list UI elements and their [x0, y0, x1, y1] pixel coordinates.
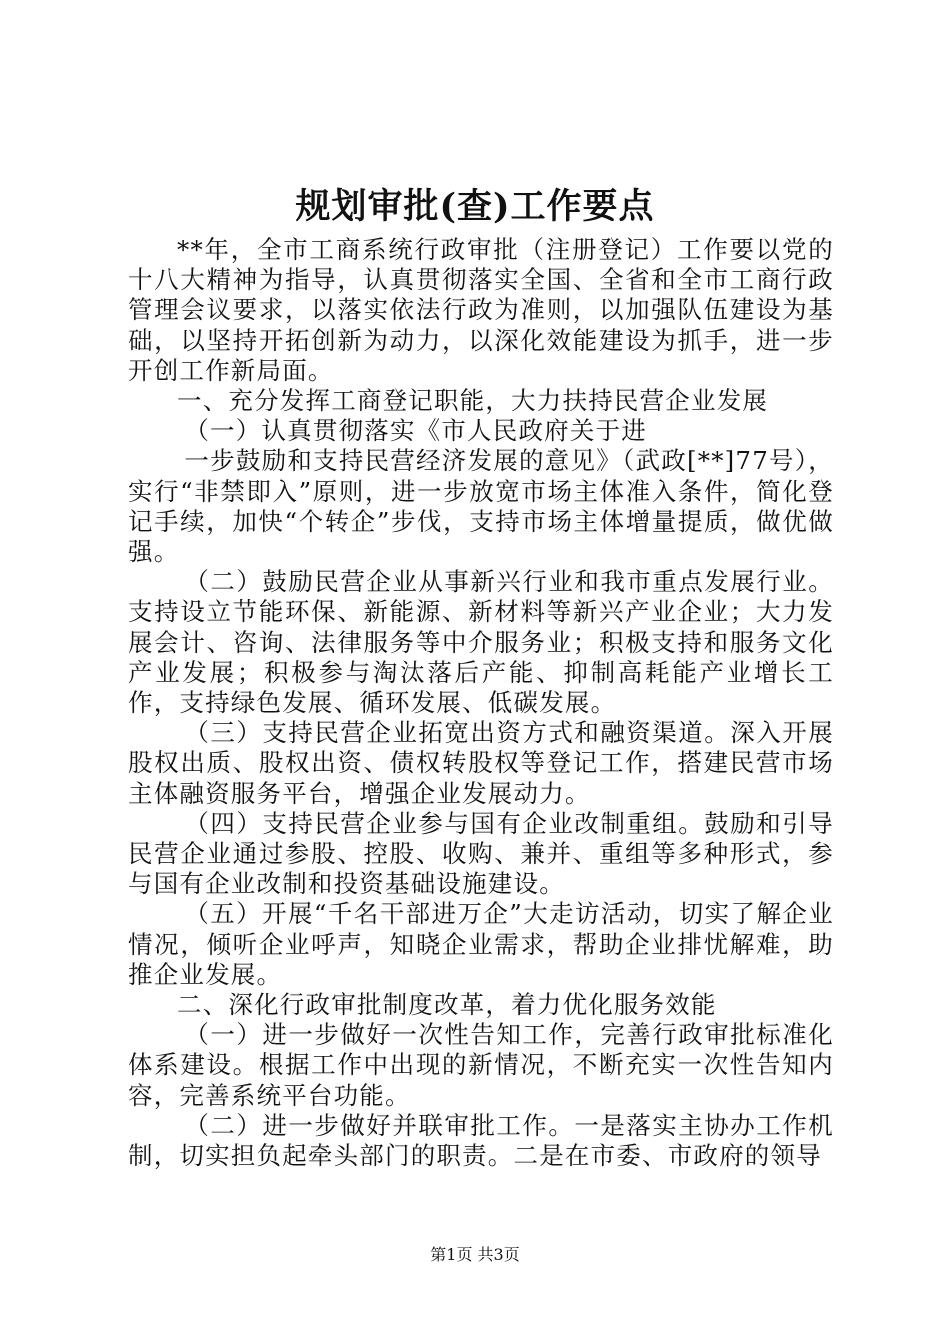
paragraph-1-1-start: （一）认真贯彻落实《市人民政府关于进 [184, 416, 647, 446]
paragraph-1-5: （五）开展“千名干部进万企”大走访活动，切实了解企业情况，倾听企业呼声，知晓企业需求，帮助企业排忧解难，助推企业发展。 [128, 899, 834, 989]
paragraph-2-2: （二）进一步做好并联审批工作。一是落实主协办工作机制，切实担负起牵头部门的职责。二是在市委、市政府的领导 [128, 1110, 834, 1171]
section-heading-2: 二、深化行政审批制度改革，着力优化服务效能 [177, 990, 717, 1020]
paragraph-1-3: （三）支持民营企业拓宽出资方式和融资渠道。深入开展股权出质、股权出资、债权转股权等登记工作，搭建民营市场主体融资服务平台，增强企业发展动力。 [128, 718, 834, 808]
page-number-footer: 第1页 共3页 [430, 1245, 520, 1264]
paragraph-1-1-continued: 一步鼓励和支持民营经济发展的意见》（武政[**]77号），实行“非禁即入”原则，进一步放宽市场主体准入条件，简化登记手续，加快“个转企”步伐，支持市场主体增量提质，做优做强。 [128, 446, 834, 567]
section-heading-1: 一、充分发挥工商登记职能，大力扶持民营企业发展 [177, 386, 769, 416]
paragraph-1-4: （四）支持民营企业参与国有企业改制重组。鼓励和引导民营企业通过参股、控股、收购、兼并、重组等多种形式，参与国有企业改制和投资基础设施建设。 [128, 808, 834, 899]
document-title: 规划审批(查)工作要点 [295, 186, 655, 227]
paragraph-intro: **年，全市工商系统行政审批（注册登记）工作要以党的十八大精神为指导，认真贯彻落实全国、全省和全市工商行政管理会议要求，以落实依法行政为准则，以加强队伍建设为基础，以坚持开拓创新为动力，以深化效能建设为抓手，进一步开创工作新局面。 [128, 235, 834, 385]
document-body [128, 235, 834, 1171]
paragraph-1-2: （二）鼓励民营企业从事新兴行业和我市重点发展行业。支持设立节能环保、新能源、新材料等新兴产业企业；大力发展会计、咨询、法律服务等中介服务业；积极支持和服务文化产业发展；积极参与淘汰落后产能、抑制高耗能产业增长工作，支持绿色发展、循环发展、低碳发展。 [128, 567, 834, 718]
paragraph-2-1: （一）进一步做好一次性告知工作，完善行政审批标准化体系建设。根据工作中出现的新情况，不断充实一次性告知内容，完善系统平台功能。 [128, 1020, 834, 1110]
